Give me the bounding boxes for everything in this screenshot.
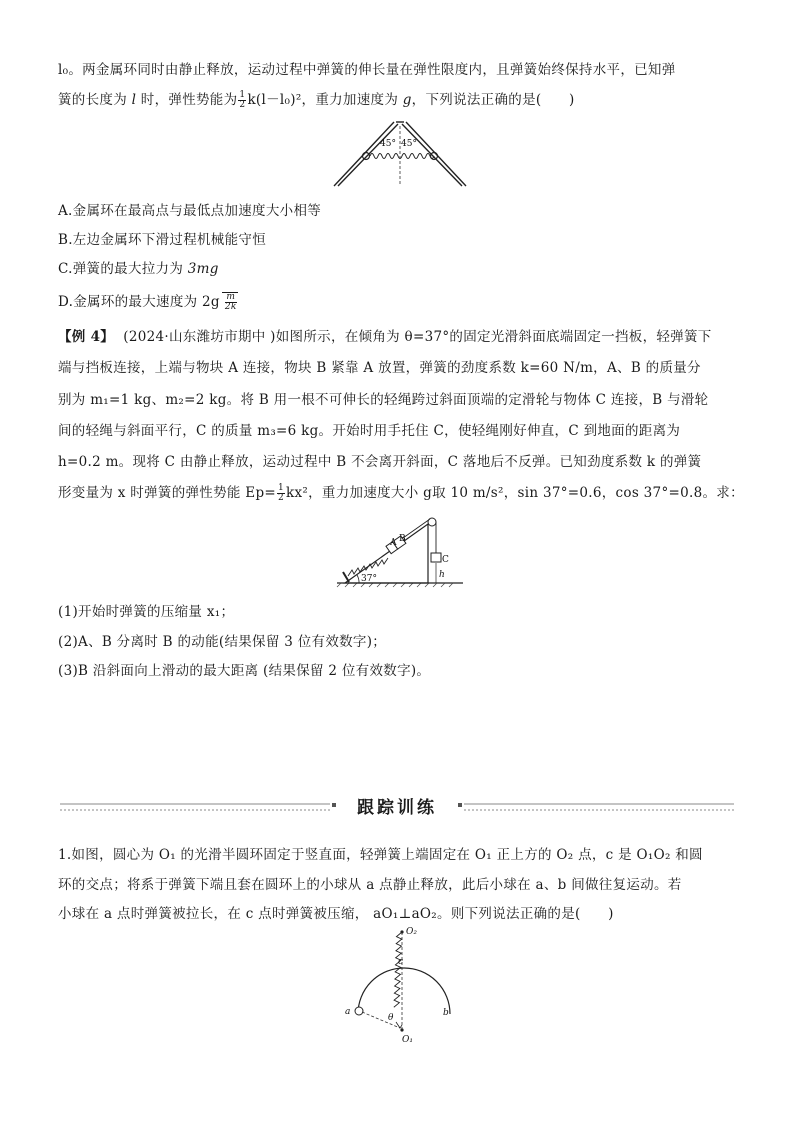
option-a: A.金属环在最高点与最低点加速度大小相等 — [58, 203, 322, 219]
example4-line-1: 【例 4】 (2024·山东潍坊市期中 )如图所示，在倾角为 θ=37°的固定光滑斜面底端固定一挡板，轻弹簧下 — [58, 329, 712, 345]
question-2: (2)A、B 分离时 B 的动能(结果保留 3 位有效数字)； — [58, 634, 387, 650]
angle-label-right: 45° — [401, 139, 417, 149]
point-o2-label: O₂ — [406, 927, 417, 937]
problem1-line-1: 1.如图，圆心为 O₁ 的光滑半圆环固定于竖直面，轻弹簧上端固定在 O₁ 正上方的 O₂ 点，c 是 O₁O₂ 和圆 — [58, 847, 703, 863]
option-c: C.弹簧的最大拉力为 3mg — [58, 261, 219, 277]
question-3: (3)B 沿斜面向上滑动的最大距离 (结果保留 2 位有效数字)。 — [58, 663, 431, 679]
example4-line-2: 端与挡板连接，上端与物块 A 连接，物块 B 紧靠 A 放置，弹簧的劲度系数 k=60 N/m，A、B 的质量分 — [58, 360, 701, 376]
problem1-line-3: 小球在 a 点时弹簧被拉长，在 c 点时弹簧被压缩， aO₁⊥aO₂。则下列说法正确的是( ) — [58, 906, 614, 922]
block-a-label: A — [390, 538, 397, 548]
figure-rings-spring — [330, 116, 470, 188]
problem1-line-2: 环的交点；将系于弹簧下端且套在圆环上的小球从 a 点静止释放，此后小球在 a、b 间做往复运动。若 — [58, 877, 682, 893]
point-a-label: a — [345, 1007, 351, 1017]
point-b-label: b — [443, 1008, 449, 1018]
figure-semicircle — [340, 922, 460, 1044]
example4-line-3: 别为 m₁=1 kg、m₂=2 kg。将 B 用一根不可伸长的轻绳跨过斜面顶端的定滑轮与物体 C 连接，B 与滑轮 — [58, 392, 709, 408]
example4-line-5: h=0.2 m。现将 C 由静止释放，运动过程中 B 不会离开斜面，C 落地后不反弹。已知劲度系数 k 的弹簧 — [58, 454, 702, 470]
option-d: D.金属环的最大速度为 2g $\frac{m}{2k}$ — [58, 292, 237, 312]
incline-angle-label: 37° — [361, 574, 377, 584]
section-title: 跟踪训练 — [357, 798, 437, 818]
question-1: (1)开始时弹簧的压缩量 x₁； — [58, 604, 235, 620]
intro-line-2: 簧的长度为 l 时，弹性势能为 $\frac{1}{2}$ k(l－l₀)²，重力加速度为 g，下列说法正确的是( ) — [58, 90, 575, 110]
point-c-label: c — [398, 957, 404, 967]
fraction-half: $\frac{1}{2}$ — [239, 90, 246, 110]
figure-incline — [335, 508, 465, 588]
angle-label-left: 45° — [380, 139, 396, 149]
example4-line-6: 形变量为 x 时弹簧的弹性势能 Ep= $\frac{1}{2}$ kx²，重力加速度大小 g取 10 m/s²，sin 37°=0.6，cos 37°=0.8。求： — [58, 483, 744, 503]
fraction-m-2k: $\frac{m}{2k}$ — [224, 292, 237, 312]
fraction-half-2: $\frac{1}{2}$ — [278, 483, 285, 503]
height-h-label: h — [439, 570, 445, 580]
intro-line-1: l₀。两金属环同时由静止释放，运动过程中弹簧的伸长量在弹性限度内，且弹簧始终保持水平，已知弹 — [58, 62, 676, 78]
option-b: B.左边金属环下滑过程机械能守恒 — [58, 232, 267, 248]
block-b-label: B — [399, 534, 406, 544]
block-c-label: C — [442, 555, 449, 565]
angle-theta-label: θ — [388, 1013, 394, 1023]
point-o1-label: O₁ — [402, 1035, 413, 1044]
example4-line-4: 间的轻绳与斜面平行，C 的质量 m₃=6 kg。开始时用手托住 C，使轻绳刚好伸直，C 到地面的距离为 — [58, 423, 681, 439]
